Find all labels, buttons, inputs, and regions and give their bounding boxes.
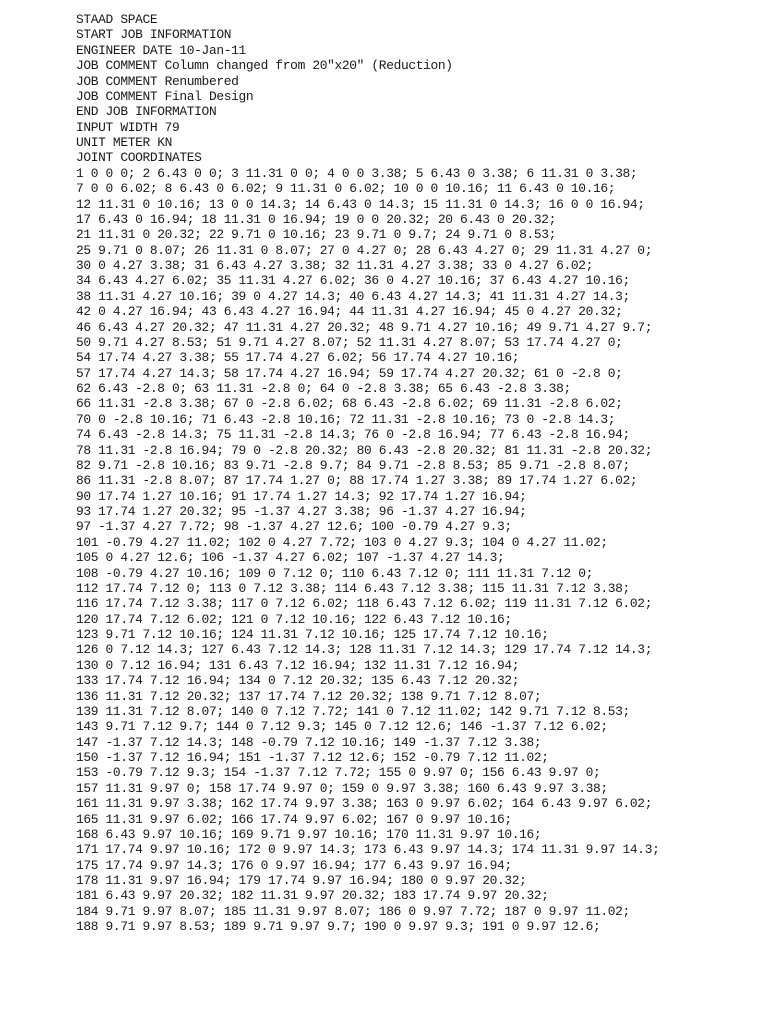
document-line: 54 17.74 4.27 3.38; 55 17.74 4.27 6.02; 56 17.74 4.27 10.16; <box>76 350 520 366</box>
document-line: INPUT WIDTH 79 <box>76 119 180 135</box>
document-line: 17 6.43 0 16.94; 18 11.31 0 16.94; 19 0 0 20.32; 20 6.43 0 20.32; <box>76 211 557 227</box>
document-line: 57 17.74 4.27 14.3; 58 17.74 4.27 16.94; 59 17.74 4.27 20.32; 61 0 -2.8 0; <box>76 365 623 381</box>
document-line: 62 6.43 -2.8 0; 63 11.31 -2.8 0; 64 0 -2.8 3.38; 65 6.43 -2.8 3.38; <box>76 381 571 396</box>
document-line: 181 6.43 9.97 20.32; 182 11.31 9.97 20.32; 183 17.74 9.97 20.32; <box>76 888 549 904</box>
document-line: 150 -1.37 7.12 16.94; 151 -1.37 7.12 12.6; 152 -0.79 7.12 11.02; <box>76 750 549 765</box>
document-line: 143 9.71 7.12 9.7; 144 0 7.12 9.3; 145 0 7.12 12.6; 146 -1.37 7.12 6.02; <box>76 719 608 735</box>
document-line: START JOB INFORMATION <box>76 27 232 43</box>
document-line: 178 11.31 9.97 16.94; 179 17.74 9.97 16.94; 180 0 9.97 20.32; <box>76 873 527 888</box>
document-line: 78 11.31 -2.8 16.94; 79 0 -2.8 20.32; 80 6.43 -2.8 20.32; 81 11.31 -2.8 20.32; <box>76 442 653 458</box>
document-line: STAAD SPACE <box>76 12 158 27</box>
document-line: 70 0 -2.8 10.16; 71 6.43 -2.8 10.16; 72 11.31 -2.8 10.16; 73 0 -2.8 14.3; <box>76 411 616 427</box>
document-line: 130 0 7.12 16.94; 131 6.43 7.12 16.94; 132 11.31 7.12 16.94; <box>76 657 520 673</box>
document-line: 97 -1.37 4.27 7.72; 98 -1.37 4.27 12.6; 100 -0.79 4.27 9.3; <box>76 519 512 535</box>
document-line: 112 17.74 7.12 0; 113 0 7.12 3.38; 114 6.43 7.12 3.38; 115 11.31 7.12 3.38; <box>76 580 630 596</box>
document-line: UNIT METER KN <box>76 135 173 150</box>
document-line: 38 11.31 4.27 10.16; 39 0 4.27 14.3; 40 6.43 4.27 14.3; 41 11.31 4.27 14.3; <box>76 288 630 304</box>
document-line: 101 -0.79 4.27 11.02; 102 0 4.27 7.72; 103 0 4.27 9.3; 104 0 4.27 11.02; <box>76 534 608 550</box>
document-line: END JOB INFORMATION <box>76 104 217 120</box>
document-line: ENGINEER DATE 10-Jan-11 <box>76 42 246 58</box>
document-line: 171 17.74 9.97 10.16; 172 0 9.97 14.3; 173 6.43 9.97 14.3; 174 11.31 9.97 14.3; <box>76 842 660 858</box>
document-line: 42 0 4.27 16.94; 43 6.43 4.27 16.94; 44 11.31 4.27 16.94; 45 0 4.27 20.32; <box>76 304 623 320</box>
staad-input-document <box>76 12 756 935</box>
document-line: 7 0 0 6.02; 8 6.43 0 6.02; 9 11.31 0 6.02; 10 0 0 10.16; 11 6.43 0 10.16; <box>76 181 616 197</box>
document-line: 1 0 0 0; 2 6.43 0 0; 3 11.31 0 0; 4 0 0 3.38; 5 6.43 0 3.38; 6 11.31 0 3.38; <box>76 165 638 181</box>
document-line: 30 0 4.27 3.38; 31 6.43 4.27 3.38; 32 11.31 4.27 3.38; 33 0 4.27 6.02; <box>76 258 593 273</box>
document-line: 139 11.31 7.12 8.07; 140 0 7.12 7.72; 141 0 7.12 11.02; 142 9.71 7.12 8.53; <box>76 703 630 719</box>
document-line: 12 11.31 0 10.16; 13 0 0 14.3; 14 6.43 0 14.3; 15 11.31 0 14.3; 16 0 0 16.94; <box>76 196 645 212</box>
document-line: 86 11.31 -2.8 8.07; 87 17.74 1.27 0; 88 17.74 1.27 3.38; 89 17.74 1.27 6.02; <box>76 473 638 489</box>
document-line: 153 -0.79 7.12 9.3; 154 -1.37 7.12 7.72; 155 0 9.97 0; 156 6.43 9.97 0; <box>76 765 601 781</box>
document-line: 74 6.43 -2.8 14.3; 75 11.31 -2.8 14.3; 76 0 -2.8 16.94; 77 6.43 -2.8 16.94; <box>76 427 630 443</box>
document-line: 147 -1.37 7.12 14.3; 148 -0.79 7.12 10.16; 149 -1.37 7.12 3.38; <box>76 734 542 750</box>
document-line: 90 17.74 1.27 10.16; 91 17.74 1.27 14.3; 92 17.74 1.27 16.94; <box>76 488 527 504</box>
document-line: 116 17.74 7.12 3.38; 117 0 7.12 6.02; 118 6.43 7.12 6.02; 119 11.31 7.12 6.02; <box>76 596 653 612</box>
document-line: JOINT COORDINATES <box>76 150 202 166</box>
document-line: 168 6.43 9.97 10.16; 169 9.71 9.97 10.16; 170 11.31 9.97 10.16; <box>76 826 542 842</box>
document-line: JOB COMMENT Final Design <box>76 88 254 104</box>
document-line: 25 9.71 0 8.07; 26 11.31 0 8.07; 27 0 4.27 0; 28 6.43 4.27 0; 29 11.31 4.27 0; <box>76 242 653 258</box>
document-line: 34 6.43 4.27 6.02; 35 11.31 4.27 6.02; 36 0 4.27 10.16; 37 6.43 4.27 10.16; <box>76 273 630 289</box>
document-line: 108 -0.79 4.27 10.16; 109 0 7.12 0; 110 6.43 7.12 0; 111 11.31 7.12 0; <box>76 565 593 581</box>
document-line: 123 9.71 7.12 10.16; 124 11.31 7.12 10.16; 125 17.74 7.12 10.16; <box>76 627 549 642</box>
document-line: JOB COMMENT Column changed from 20"x20" (Reduction) <box>76 58 453 74</box>
document-line: 93 17.74 1.27 20.32; 95 -1.37 4.27 3.38; 96 -1.37 4.27 16.94; <box>76 504 527 519</box>
document-line: 21 11.31 0 20.32; 22 9.71 0 10.16; 23 9.71 0 9.7; 24 9.71 0 8.53; <box>76 227 557 243</box>
document-line: 82 9.71 -2.8 10.16; 83 9.71 -2.8 9.7; 84 9.71 -2.8 8.53; 85 9.71 -2.8 8.07; <box>76 457 630 473</box>
document-line: 50 9.71 4.27 8.53; 51 9.71 4.27 8.07; 52 11.31 4.27 8.07; 53 17.74 4.27 0; <box>76 334 623 350</box>
document-line: 136 11.31 7.12 20.32; 137 17.74 7.12 20.32; 138 9.71 7.12 8.07; <box>76 688 542 704</box>
document-line: 175 17.74 9.97 14.3; 176 0 9.97 16.94; 177 6.43 9.97 16.94; <box>76 857 512 873</box>
document-line: 184 9.71 9.97 8.07; 185 11.31 9.97 8.07; 186 0 9.97 7.72; 187 0 9.97 11.02; <box>76 903 630 919</box>
document-line: 161 11.31 9.97 3.38; 162 17.74 9.97 3.38; 163 0 9.97 6.02; 164 6.43 9.97 6.02; <box>76 796 653 812</box>
document-line: 126 0 7.12 14.3; 127 6.43 7.12 14.3; 128 11.31 7.12 14.3; 129 17.74 7.12 14.3; <box>76 642 653 658</box>
document-line: 188 9.71 9.97 8.53; 189 9.71 9.97 9.7; 190 0 9.97 9.3; 191 0 9.97 12.6; <box>76 919 601 935</box>
document-line: 105 0 4.27 12.6; 106 -1.37 4.27 6.02; 107 -1.37 4.27 14.3; <box>76 550 505 566</box>
document-line: 66 11.31 -2.8 3.38; 67 0 -2.8 6.02; 68 6.43 -2.8 6.02; 69 11.31 -2.8 6.02; <box>76 396 623 412</box>
document-line: JOB COMMENT Renumbered <box>76 73 239 89</box>
document-line: 165 11.31 9.97 6.02; 166 17.74 9.97 6.02; 167 0 9.97 10.16; <box>76 811 512 827</box>
document-line: 46 6.43 4.27 20.32; 47 11.31 4.27 20.32; 48 9.71 4.27 10.16; 49 9.71 4.27 9.7; <box>76 319 653 335</box>
document-line: 157 11.31 9.97 0; 158 17.74 9.97 0; 159 0 9.97 3.38; 160 6.43 9.97 3.38; <box>76 780 608 796</box>
document-line: 133 17.74 7.12 16.94; 134 0 7.12 20.32; 135 6.43 7.12 20.32; <box>76 673 520 689</box>
document-line: 120 17.74 7.12 6.02; 121 0 7.12 10.16; 122 6.43 7.12 10.16; <box>76 611 512 627</box>
